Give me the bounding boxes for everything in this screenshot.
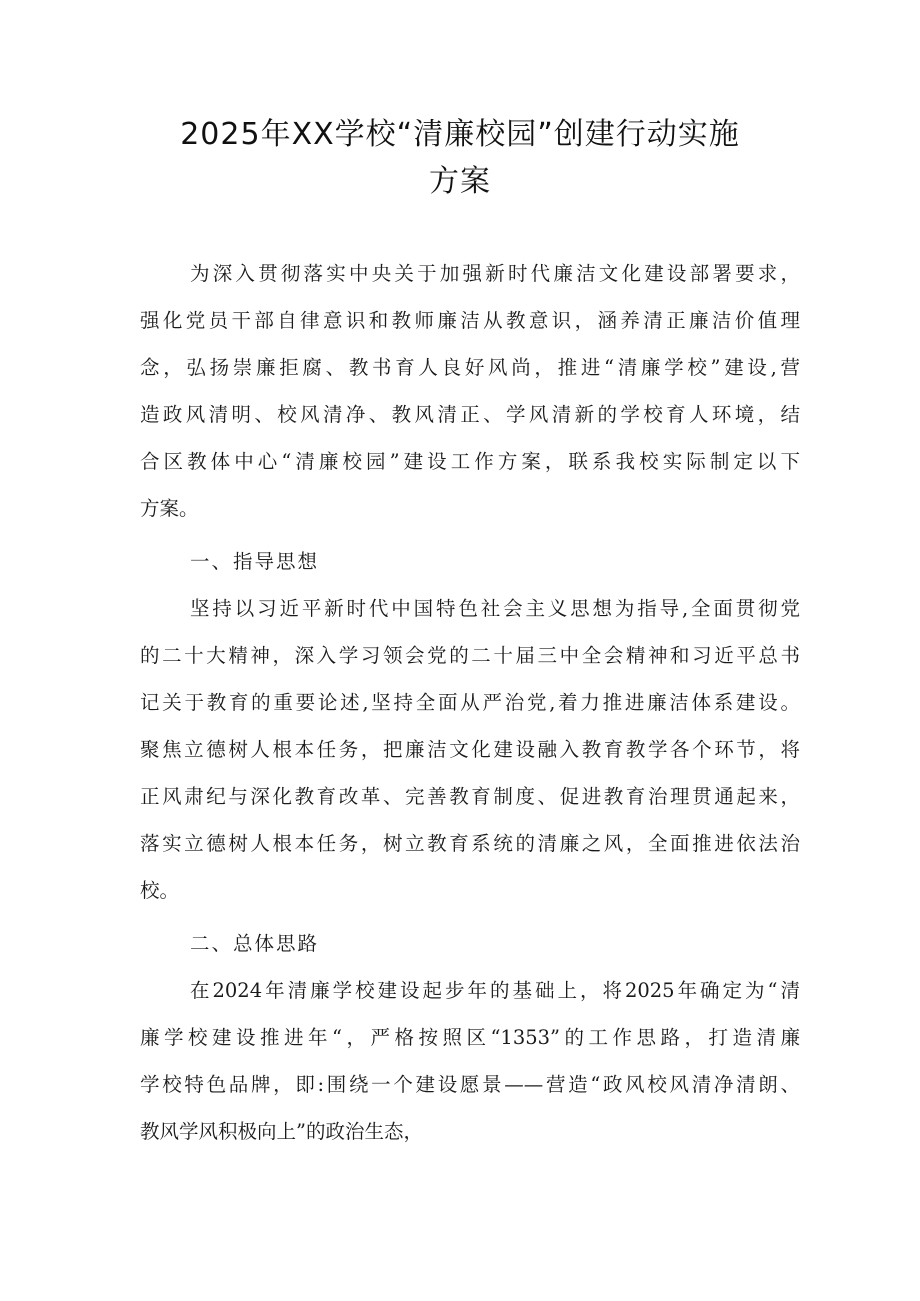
section2-line-4: 教风学风积极向上”的政治生态， bbox=[140, 1120, 423, 1143]
intro-line-3: 念，弘扬崇廉拒腐、教书育人良好风尚，推进“清廉学校”建设,营 bbox=[140, 356, 800, 379]
intro-line-4: 造政风清明、校风清净、教风清正、学风清新的学校育人环境，结 bbox=[140, 403, 800, 426]
intro-line-2: 强化党员干部自律意识和教师廉洁从教意识，涵养清正廉洁价值理 bbox=[140, 309, 800, 332]
document-title-line-2: 方案 bbox=[429, 164, 491, 199]
section2-line-1: 在2024年清廉学校建设起步年的基础上，将2025年确定为“清 bbox=[190, 979, 800, 1002]
section1-line-2: 的二十大精神，深入学习领会党的二十届三中全会精神和习近平总书 bbox=[140, 644, 800, 667]
section-heading-overall-approach: 二、总体思路 bbox=[190, 932, 320, 955]
intro-line-6: 方案。 bbox=[140, 497, 199, 520]
section1-line-4: 聚焦立德树人根本任务，把廉洁文化建设融入教育教学各个环节，将 bbox=[140, 738, 800, 761]
section1-line-7: 校。 bbox=[140, 879, 180, 902]
document-title-line-1: 2025年XX学校“清廉校园”创建行动实施 bbox=[180, 117, 740, 152]
section2-line-2: 廉学校建设推进年“，严格按照区“1353”的工作思路，打造清廉 bbox=[140, 1026, 800, 1049]
section1-line-6: 落实立德树人根本任务，树立教育系统的清廉之风，全面推进依法治 bbox=[140, 832, 800, 855]
intro-line-5: 合区教体中心“清廉校园”建设工作方案，联系我校实际制定以下 bbox=[140, 450, 800, 473]
intro-line-1: 为深入贯彻落实中央关于加强新时代廉洁文化建设部署要求， bbox=[190, 262, 800, 285]
section1-line-1: 坚持以习近平新时代中国特色社会主义思想为指导,全面贯彻党 bbox=[190, 597, 800, 620]
section-heading-guiding-ideology: 一、指导思想 bbox=[190, 550, 320, 573]
section1-line-3: 记关于教育的重要论述,坚持全面从严治党,着力推进廉洁体系建设。 bbox=[140, 691, 800, 714]
section1-line-5: 正风肃纪与深化教育改革、完善教育制度、促进教育治理贯通起来， bbox=[140, 785, 800, 808]
section2-line-3: 学校特色品牌，即:围绕一个建设愿景——营造“政风校风清净清朗、 bbox=[140, 1073, 800, 1096]
